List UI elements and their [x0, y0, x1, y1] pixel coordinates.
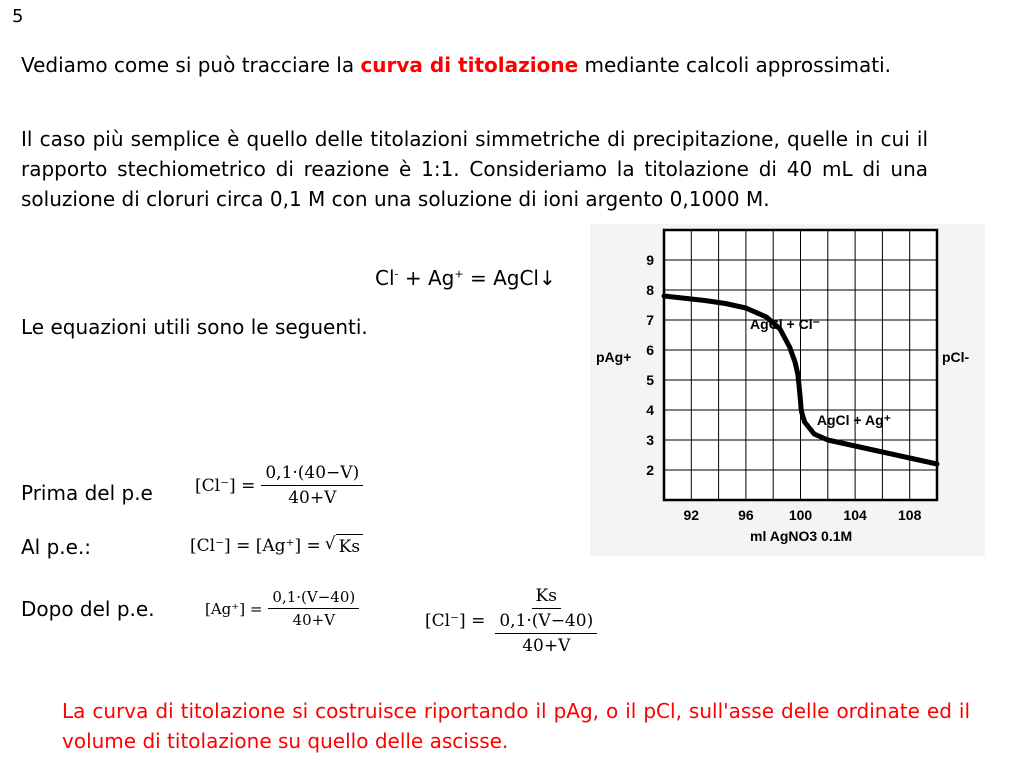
- intro-before: Vediamo come si può tracciare la: [21, 53, 355, 77]
- chart-annotation: AgCl + Ag⁺: [816, 412, 892, 428]
- reaction-ag: + Ag: [404, 266, 455, 290]
- eq-after2-ks: Ks: [532, 586, 561, 609]
- x-tick-label: 100: [788, 507, 813, 523]
- reaction-equation: [375, 266, 556, 290]
- y-tick-label: 6: [646, 342, 654, 358]
- eq-after1-den: 40+V: [292, 611, 336, 629]
- x-tick-label: 104: [843, 507, 867, 523]
- intro-paragraph: [21, 50, 928, 80]
- label-after-ep: Dopo del p.e.: [21, 597, 155, 621]
- page-number: 5: [12, 6, 24, 27]
- y-tick-label: 7: [646, 312, 654, 328]
- reaction-cl: Cl: [375, 266, 395, 290]
- eq-before-num: 0,1·(40−V): [261, 463, 363, 486]
- eq-after2-den: 40+V: [522, 636, 571, 656]
- reaction-product: = AgCl↓: [469, 266, 556, 290]
- sqrt-icon: √: [324, 534, 336, 554]
- equation-after-ep-cl: [425, 586, 601, 656]
- y-tick-label: 4: [646, 402, 654, 418]
- equation-before-ep: [195, 463, 363, 508]
- intro-after: mediante calcoli approssimati.: [584, 53, 892, 77]
- x-axis-label: ml AgNO3 0.1M: [750, 528, 853, 544]
- paragraph-3: Le equazioni utili sono le seguenti.: [21, 315, 368, 339]
- y-tick-label: 2: [646, 462, 654, 478]
- eq-after2-lhs: [Cl⁻] =: [425, 611, 486, 631]
- x-tick-label: 92: [683, 507, 700, 523]
- y-tick-label: 8: [646, 282, 654, 298]
- titration-chart: [590, 224, 985, 556]
- paragraph-2: Il caso più semplice è quello delle titolazioni simmetriche di precipitazione, quelle in cui il rapporto stechiometrico di reazione è 1:1. Consideriamo la titolazione di 40 mL di una soluzione di cloruri circa 0,1 M con una soluzione di ioni argento 0,1000 M.: [21, 127, 928, 211]
- eq-after1-lhs: [Ag⁺] =: [205, 599, 263, 618]
- label-at-ep: Al p.e.:: [21, 535, 92, 559]
- chart-grid: [664, 230, 937, 500]
- chart-annotation: AgCl + Cl⁻: [749, 316, 821, 332]
- y-axis-label-left: pAg+: [596, 349, 632, 365]
- reaction-ag-charge: +: [454, 267, 464, 281]
- x-tick-label: 108: [898, 507, 922, 523]
- y-tick-label: 3: [646, 432, 654, 448]
- reaction-cl-charge: -: [394, 267, 399, 281]
- y-tick-label: 5: [646, 372, 654, 388]
- equation-at-ep: [190, 534, 363, 557]
- eq-at-lhs: [Cl⁻] = [Ag⁺] =: [190, 535, 321, 556]
- eq-after2-inner: 0,1·(V−40): [495, 611, 597, 634]
- eq-before-den: 40+V: [288, 488, 337, 508]
- eq-before-lhs: [Cl⁻] =: [195, 475, 256, 496]
- equation-after-ep-ag: [205, 588, 359, 629]
- eq-at-rad: Ks: [336, 534, 363, 557]
- y-axis-label-right: pCl-: [942, 349, 970, 365]
- eq-after1-num: 0,1·(V−40): [268, 588, 359, 609]
- footer-note: La curva di titolazione si costruisce riportando il pAg, o il pCl, sull'asse delle ordinate ed il volume di titolazione su quello delle ascisse.: [62, 699, 970, 753]
- x-tick-label: 96: [738, 507, 754, 523]
- intro-highlight: curva di titolazione: [360, 53, 579, 77]
- y-tick-label: 9: [646, 252, 654, 268]
- label-before-ep: Prima del p.e: [21, 481, 153, 505]
